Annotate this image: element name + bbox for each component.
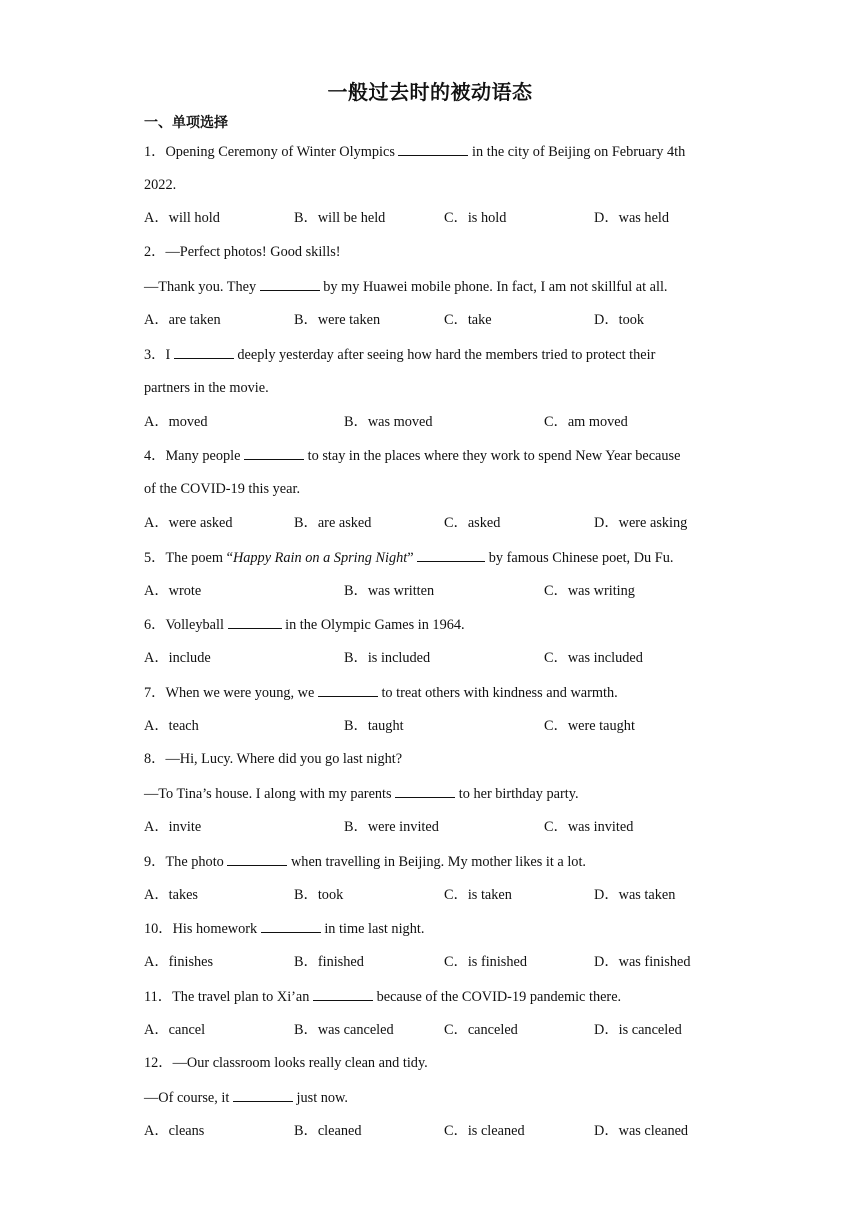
answer-blank: [318, 683, 378, 697]
option-c: C．asked: [444, 515, 501, 531]
question-10-text-end: in time last night.: [320, 921, 425, 937]
poem-title: Happy Rain on a Spring Night: [232, 550, 408, 566]
question-2-text-end: by my Huawei mobile phone. In fact, I am not skillful at all.: [319, 279, 668, 295]
question-6-text-start: 6．Volleyball: [144, 617, 228, 633]
option-c: C．am moved: [544, 414, 628, 430]
question-9-text-start: 9．The photo: [144, 854, 228, 870]
option-d: D．was finished: [594, 954, 691, 970]
answer-blank: [233, 1088, 293, 1102]
option-c: C．is taken: [444, 887, 512, 903]
option-c: C．is cleaned: [444, 1123, 525, 1139]
option-a: A．are taken: [144, 312, 221, 328]
question-1-text-start: 1．Opening Ceremony of Winter Olympics: [144, 144, 399, 160]
option-b: B．are asked: [294, 515, 372, 531]
option-a: A．invite: [144, 819, 202, 835]
option-b: B．is included: [344, 650, 431, 666]
question-2-text-start: —Thank you. They: [144, 279, 260, 295]
option-b: B．was canceled: [294, 1022, 394, 1038]
option-a: A．finishes: [144, 954, 214, 970]
question-6: [144, 615, 465, 634]
answer-blank: [261, 919, 321, 933]
question-1: [144, 142, 685, 161]
question-11-text-start: 11．The travel plan to Xi’an: [144, 989, 313, 1005]
question-8: 8．—Hi, Lucy. Where did you go last night?: [144, 751, 403, 767]
option-a: A．cleans: [144, 1123, 205, 1139]
option-a: A．wrote: [144, 583, 202, 599]
question-7-text-end: to treat others with kindness and warmth.: [377, 685, 618, 701]
answer-blank: [398, 142, 468, 156]
option-d: D．took: [594, 312, 645, 328]
question-5: [144, 548, 673, 567]
question-12-text-start: —Of course, it: [144, 1090, 233, 1106]
option-a: A．were asked: [144, 515, 233, 531]
option-a: A．include: [144, 650, 211, 666]
question-4-text-start: 4．Many people: [144, 448, 245, 464]
option-d: D．were asking: [594, 515, 688, 531]
question-10: [144, 919, 424, 938]
answer-blank: [260, 277, 320, 291]
option-c: C．was included: [544, 650, 643, 666]
option-a: A．cancel: [144, 1022, 206, 1038]
answer-blank: [244, 446, 304, 460]
page-title: 一般过去时的被动语态: [327, 80, 533, 104]
option-c: C．is hold: [444, 210, 507, 226]
answer-blank: [313, 987, 373, 1001]
answer-blank: [174, 345, 234, 359]
option-c: C．canceled: [444, 1022, 518, 1038]
option-b: B．cleaned: [294, 1123, 362, 1139]
option-b: B．was written: [344, 583, 435, 599]
question-4-continued: of the COVID-19 this year.: [144, 481, 301, 497]
question-2: 2．—Perfect photos! Good skills!: [144, 244, 341, 260]
section-heading: 一、单项选择: [144, 115, 228, 131]
option-d: D．is canceled: [594, 1022, 682, 1038]
question-8-text-start: —To Tina’s house. I along with my parents: [144, 786, 396, 802]
option-d: D．was taken: [594, 887, 676, 903]
option-b: B．were taken: [294, 312, 381, 328]
question-10-text-start: 10．His homework: [144, 921, 261, 937]
option-c: C．was writing: [544, 583, 635, 599]
question-9: [144, 852, 586, 871]
question-12-reply: [144, 1088, 348, 1107]
question-12: 12．—Our classroom looks really clean and tidy.: [144, 1055, 428, 1071]
option-c: C．was invited: [544, 819, 634, 835]
option-a: A．will hold: [144, 210, 220, 226]
question-4: [144, 446, 680, 465]
option-c: C．were taught: [544, 718, 635, 734]
question-3: [144, 345, 655, 364]
question-8-reply: [144, 784, 579, 803]
question-5-text-end: by famous Chinese poet, Du Fu.: [485, 550, 674, 566]
question-5-text-start: 5．The poem “: [144, 550, 233, 566]
option-b: B．taught: [344, 718, 404, 734]
question-12-text-end: just now.: [292, 1090, 349, 1106]
question-7: [144, 683, 618, 702]
question-4-text-end: to stay in the places where they work to spend New Year because: [304, 448, 681, 464]
answer-blank: [228, 615, 282, 629]
question-8-text-end: to her birthday party.: [455, 786, 579, 802]
question-2-reply: [144, 277, 668, 296]
option-a: A．moved: [144, 414, 208, 430]
option-c: C．take: [444, 312, 492, 328]
question-3-text-end: deeply yesterday after seeing how hard the members tried to protect their: [233, 347, 656, 363]
question-3-text-start: 3．I: [144, 347, 174, 363]
question-1-text-end: in the city of Beijing on February 4th: [468, 144, 686, 160]
option-b: B．were invited: [344, 819, 439, 835]
question-11: [144, 987, 621, 1006]
question-3-continued: partners in the movie.: [144, 380, 269, 396]
answer-blank: [395, 784, 455, 798]
answer-blank: [227, 852, 287, 866]
question-6-text-end: in the Olympic Games in 1964.: [281, 617, 465, 633]
question-1-continued: 2022.: [144, 177, 177, 193]
option-b: B．took: [294, 887, 344, 903]
answer-blank: [417, 548, 485, 562]
option-a: A．teach: [144, 718, 199, 734]
question-9-text-end: when travelling in Beijing. My mother likes it a lot.: [287, 854, 586, 870]
closing-quote: ”: [407, 550, 418, 566]
question-7-text-start: 7．When we were young, we: [144, 685, 318, 701]
option-d: D．was cleaned: [594, 1123, 689, 1139]
option-b: B．will be held: [294, 210, 386, 226]
option-c: C．is finished: [444, 954, 528, 970]
option-d: D．was held: [594, 210, 670, 226]
option-a: A．takes: [144, 887, 198, 903]
option-b: B．finished: [294, 954, 364, 970]
option-b: B．was moved: [344, 414, 433, 430]
question-11-text-end: because of the COVID-19 pandemic there.: [373, 989, 622, 1005]
